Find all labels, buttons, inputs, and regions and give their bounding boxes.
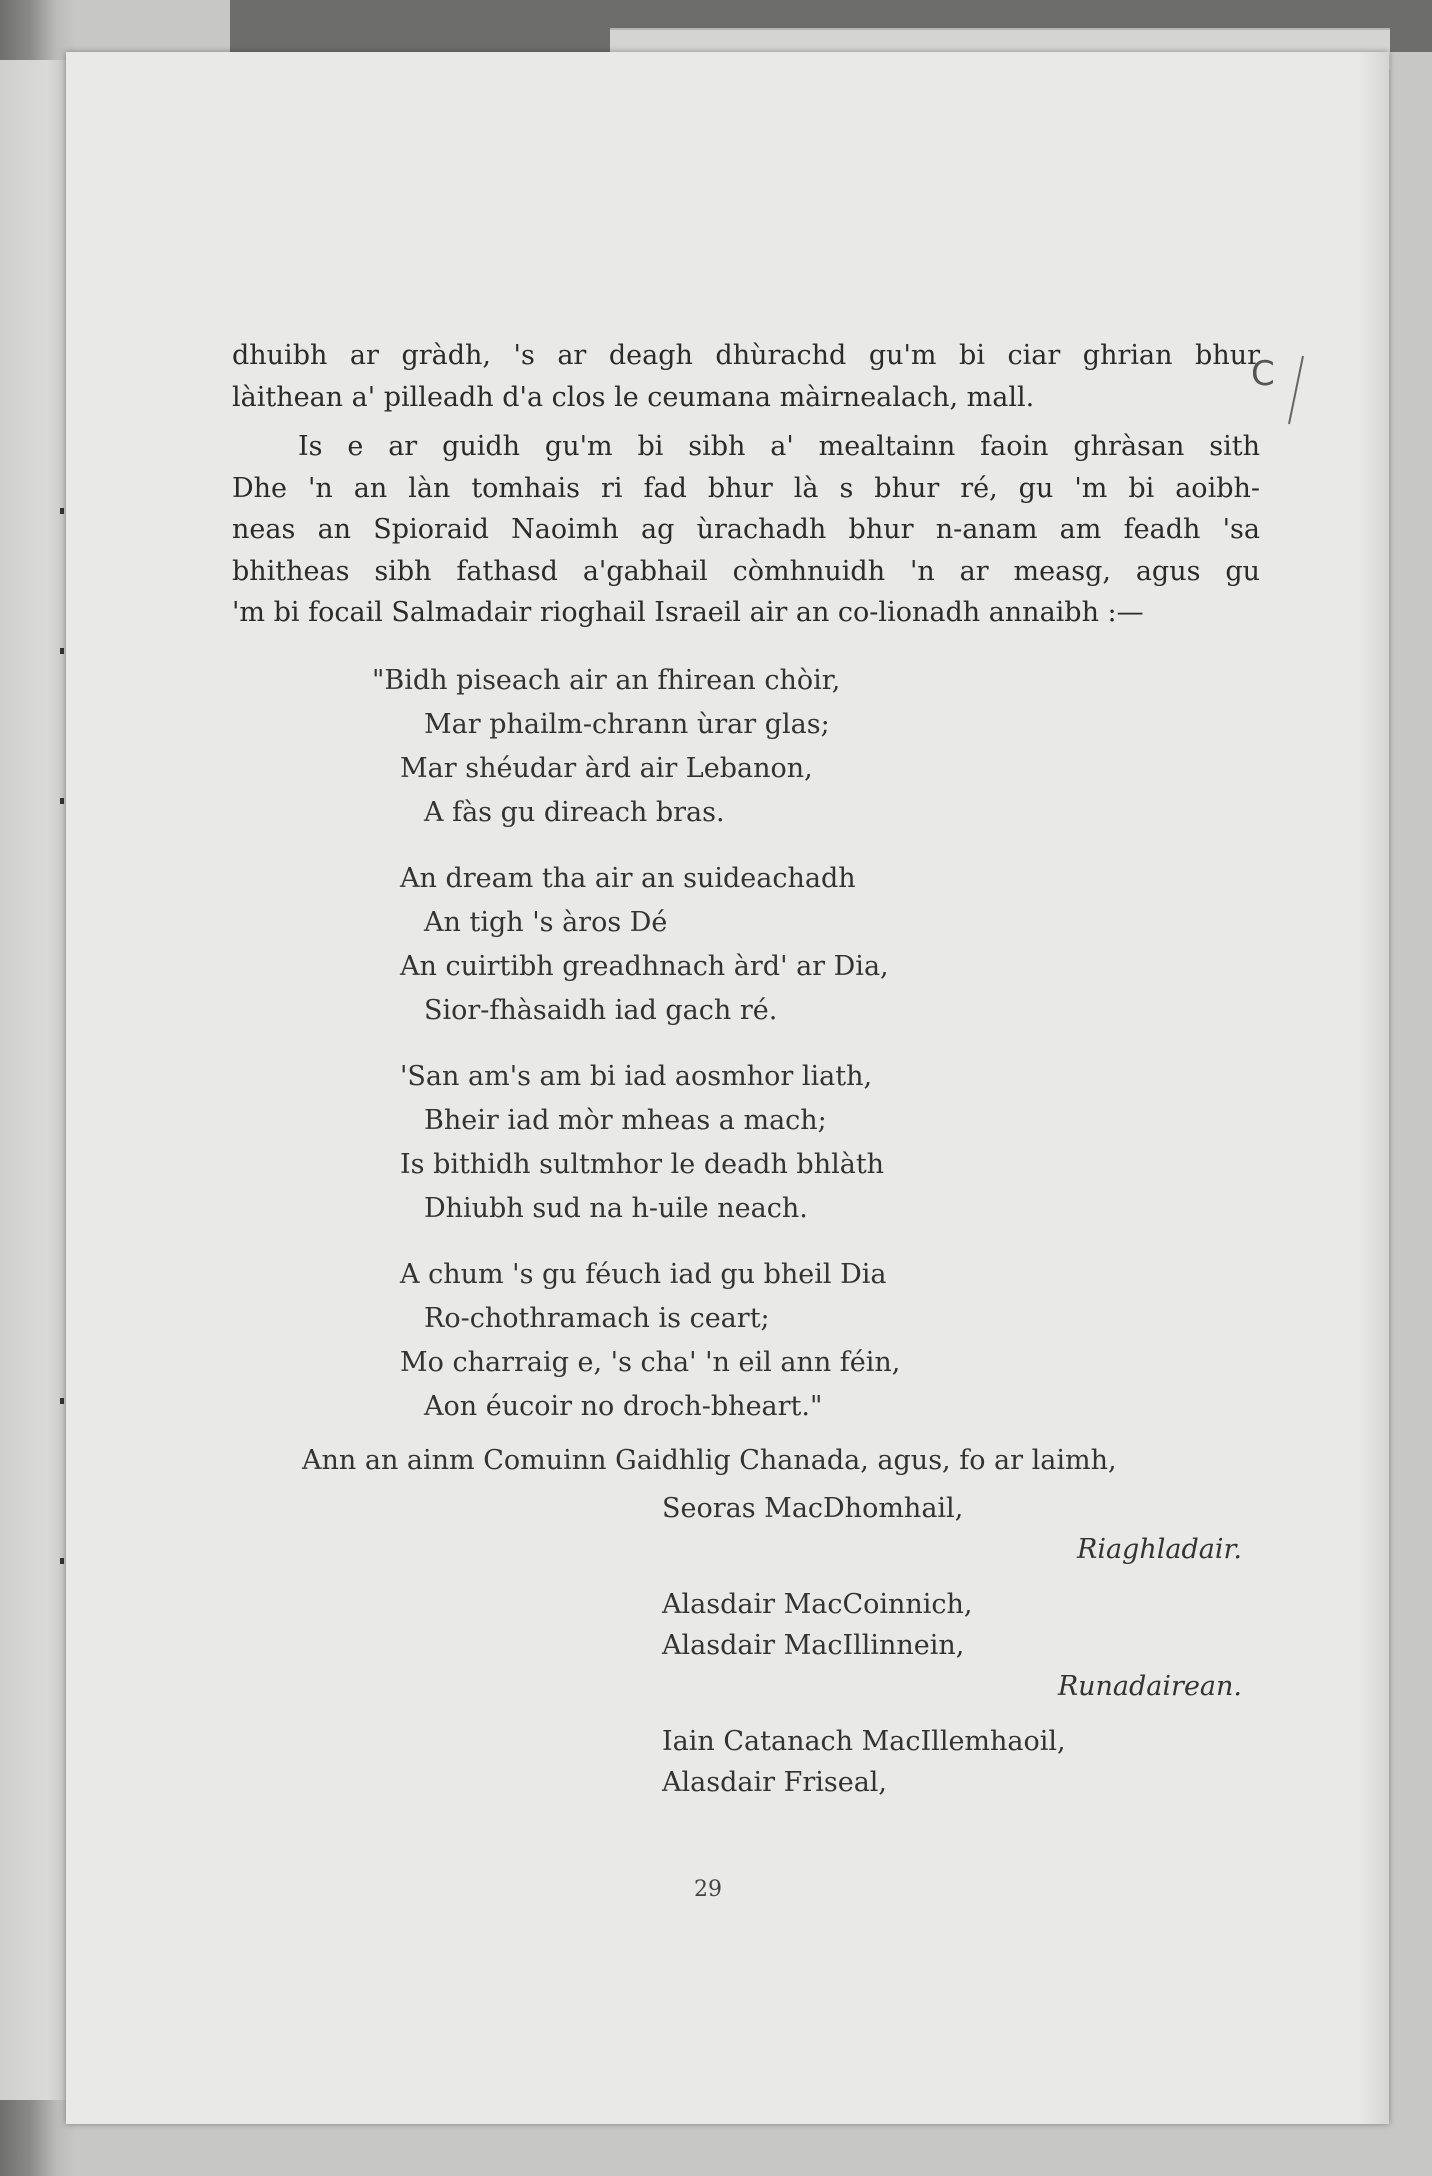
prose-line: 'm bi focail Salmadair rioghail Israeil air an co-lionadh annaibh :— [232, 597, 1144, 628]
binding-mark [60, 648, 64, 654]
prose-line: Dhe 'n an làn tomhais ri fad bhur là s bhur ré, gu 'm bi aoibh- [232, 472, 1260, 504]
verse-line: An cuirtibh greadhnach àrd' ar Dia, [400, 951, 889, 982]
stanza-2 [400, 857, 1160, 1033]
stanza-3 [400, 1055, 1160, 1231]
body-prose [232, 335, 1260, 634]
signatory-name: Alasdair Friseal, [662, 1767, 888, 1798]
page-number: 29 [694, 1877, 722, 1902]
margin-note-letter: C [1251, 354, 1275, 394]
signatory-title: Runadairean. [1057, 1671, 1242, 1702]
verse-line: Mar shéudar àrd air Lebanon, [400, 753, 813, 784]
prose-paragraph-1 [232, 335, 1260, 418]
stanza-4 [400, 1253, 1160, 1429]
verse-line: Dhiubh sud na h-uile neach. [424, 1193, 808, 1224]
closing-line: Ann an ainm Comuinn Gaidhlig Chanada, agus, fo ar laimh, [302, 1445, 1117, 1476]
verse-line: An dream tha air an suideachadh [400, 863, 856, 894]
prose-line: neas an Spioraid Naoimh ag ùrachadh bhur n-anam am feadh 'sa [232, 514, 1260, 545]
verse-line: A chum 's gu féuch iad gu bheil Dia [400, 1259, 887, 1290]
book-page [66, 52, 1389, 2124]
margin-slash-icon [1251, 354, 1311, 434]
prose-line: bhitheas sibh fathasd a'gabhail còmhnuidh 'n ar measg, agus gu [232, 555, 1260, 587]
verse-line: Sior-fhàsaidh iad gach ré. [424, 995, 778, 1026]
stanza-1 [372, 659, 1160, 835]
signatory-name: Seoras MacDhomhail, [662, 1493, 964, 1524]
prose-line: Is e ar guidh gu'm bi sibh a' mealtainn faoin ghràsan sith [298, 431, 1260, 462]
prose-line: dhuibh ar gràdh, 's ar deagh dhùrachd gu'm bi ciar ghrian bhur [232, 340, 1260, 371]
verse-line: A fàs gu direach bras. [424, 797, 725, 828]
page-edge-shadow [1359, 52, 1389, 2124]
signature-block [662, 1488, 1262, 1817]
signatory-name: Alasdair MacIllinnein, [662, 1630, 965, 1661]
binding-mark [60, 1558, 64, 1564]
signatory-name: Alasdair MacCoinnich, [662, 1589, 973, 1620]
signature-group-1 [662, 1488, 1262, 1570]
verse-line: "Bidh piseach air an fhirean chòir, [372, 665, 841, 696]
psalm-verse [372, 659, 1160, 1451]
signature-group-2 [662, 1584, 1262, 1707]
signatory-title: Riaghladair. [1076, 1534, 1242, 1565]
verse-line: Aon éucoir no droch-bheart." [424, 1391, 823, 1422]
signatory-name: Iain Catanach MacIllemhaoil, [662, 1726, 1066, 1757]
verse-line: Mar phailm-chrann ùrar glas; [424, 709, 830, 740]
binding-mark [60, 798, 64, 804]
verse-line: Mo charraig e, 's cha' 'n eil ann féin, [400, 1347, 901, 1378]
verse-line: Is bithidh sultmhor le deadh bhlàth [400, 1149, 885, 1180]
margin-annotation [1251, 354, 1311, 434]
prose-line: làithean a' pilleadh d'a clos le ceumana màirnealach, mall. [232, 381, 1035, 413]
verse-line: An tigh 's àros Dé [424, 907, 668, 938]
verse-line: Ro-chothramach is ceart; [424, 1303, 770, 1334]
binding-mark [60, 508, 64, 514]
prose-paragraph-2 [232, 426, 1260, 634]
verse-line: Bheir iad mòr mheas a mach; [424, 1105, 827, 1136]
binding-mark [60, 1398, 64, 1404]
verse-line: 'San am's am bi iad aosmhor liath, [400, 1061, 873, 1092]
signature-group-3 [662, 1721, 1262, 1803]
